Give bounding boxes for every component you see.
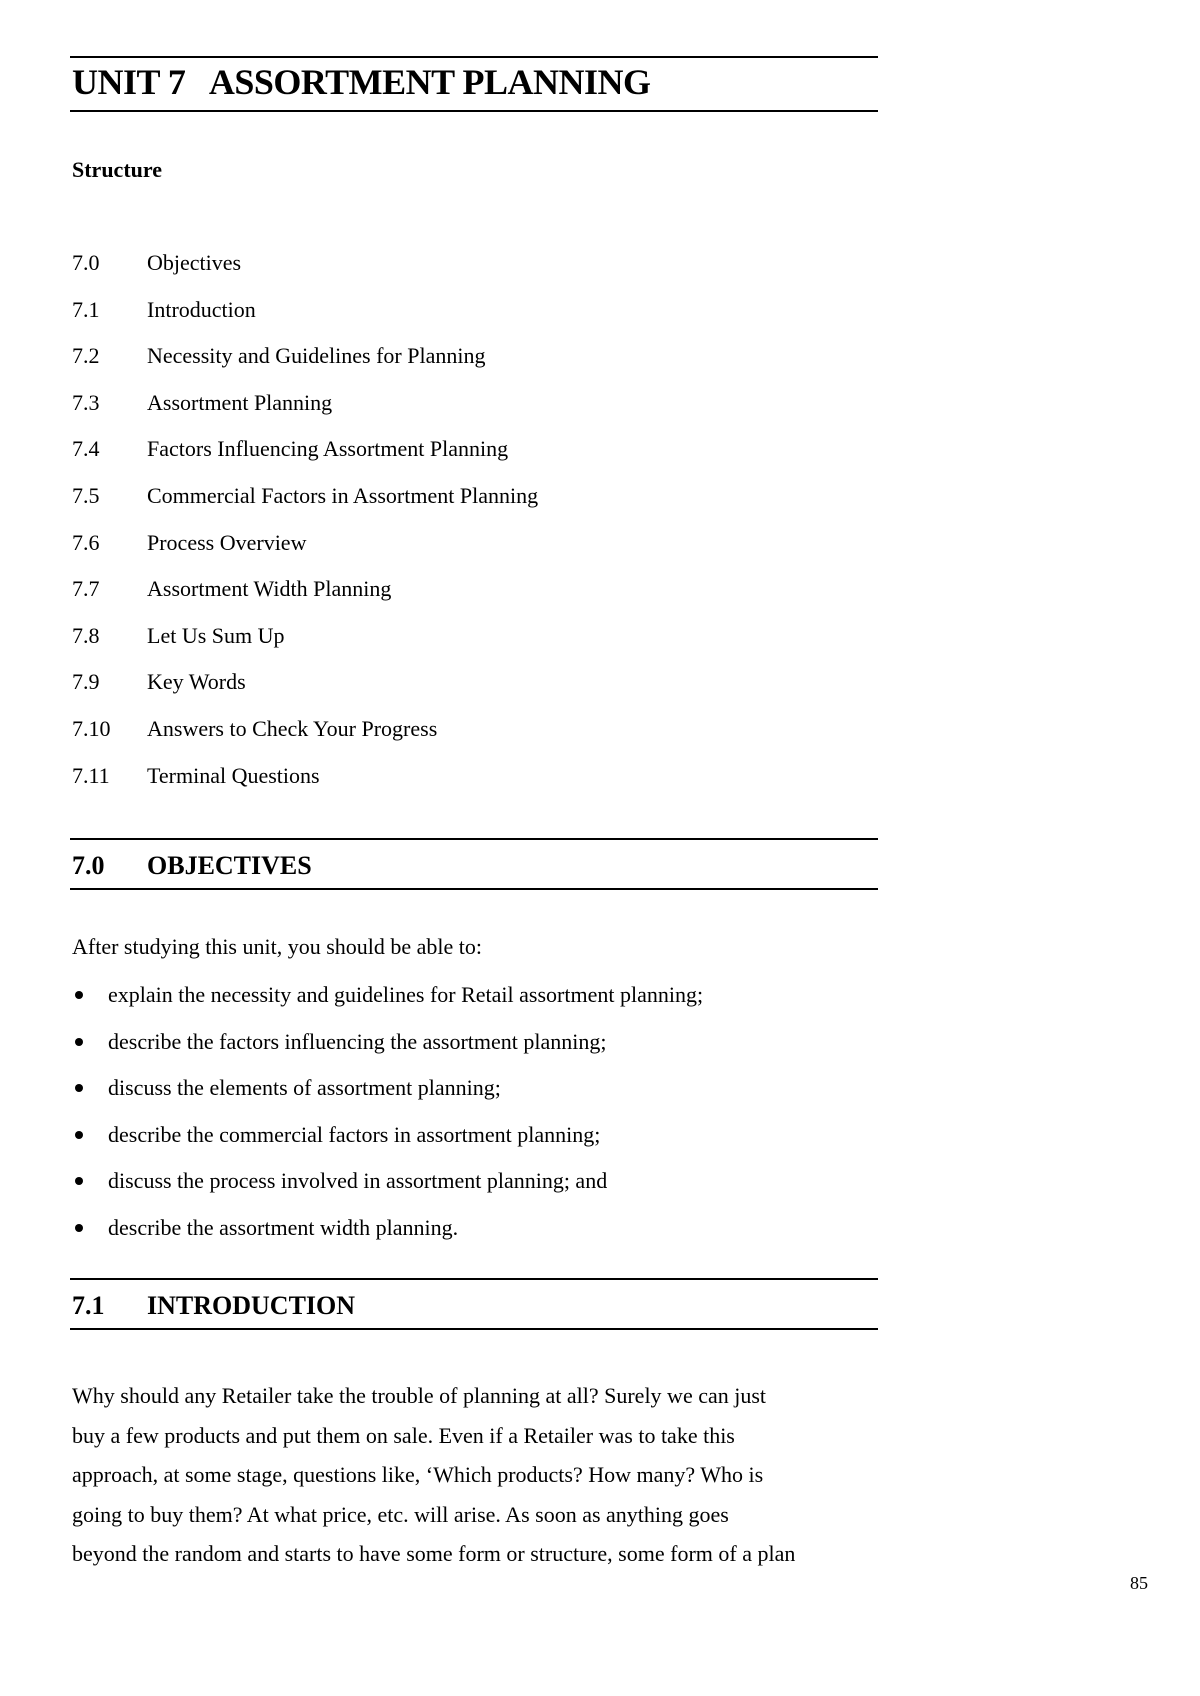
- objectives-top-rule: [70, 838, 878, 840]
- objectives-list: [72, 980, 703, 1260]
- bullet-icon: [72, 1073, 108, 1103]
- bullet-icon: [72, 980, 108, 1010]
- structure-item-title: Answers to Check Your Progress: [147, 715, 438, 741]
- structure-item-number: 7.0: [72, 250, 100, 275]
- structure-item-number: 7.6: [72, 529, 100, 555]
- paragraph-line: Why should any Retailer take the trouble of planning at all? Surely we can just: [72, 1383, 767, 1408]
- structure-item-number: 7.5: [72, 482, 100, 508]
- structure-item-number: 7.10: [72, 715, 111, 741]
- structure-item: [72, 388, 538, 435]
- structure-item-title: Commercial Factors in Assortment Planning: [147, 482, 539, 508]
- objective-item: [72, 1120, 703, 1167]
- paragraph-line: buy a few products and put them on sale. Even if a Retailer was to take this: [72, 1422, 735, 1448]
- structure-list: [72, 248, 538, 807]
- structure-item-number: 7.2: [72, 343, 100, 369]
- structure-item-title: Key Words: [147, 669, 246, 695]
- structure-item-number: 7.1: [72, 296, 100, 322]
- structure-item: [72, 574, 538, 621]
- structure-item-title: Terminal Questions: [147, 762, 320, 788]
- objectives-heading-title: OBJECTIVES: [147, 851, 312, 880]
- introduction-heading: [72, 1290, 355, 1322]
- introduction-heading-title: INTRODUCTION: [147, 1291, 356, 1320]
- paragraph-line: approach, at some stage, questions like, ‘Which products? How many? Who is: [72, 1462, 764, 1488]
- top-rule: [70, 56, 878, 58]
- structure-item-number: 7.4: [72, 436, 100, 462]
- paragraph-line: beyond the random and starts to have some form or structure, some form of a plan: [72, 1541, 796, 1567]
- objective-text: describe the factors influencing the assortment planning;: [108, 1028, 607, 1054]
- structure-item: [72, 434, 538, 481]
- objective-item: [72, 1213, 703, 1260]
- introduction-bottom-rule: [70, 1328, 878, 1330]
- introduction-heading-number: 7.1: [72, 1291, 105, 1320]
- bullet-icon: [72, 1027, 108, 1057]
- structure-item: [72, 341, 538, 388]
- structure-item: [72, 667, 538, 714]
- unit-title-underline: [70, 110, 878, 112]
- objective-text: discuss the process involved in assortment planning; and: [108, 1168, 608, 1194]
- structure-item: [72, 248, 538, 295]
- objective-text: describe the commercial factors in assortment planning;: [108, 1121, 601, 1147]
- structure-item: [72, 528, 538, 575]
- structure-item-title: Let Us Sum Up: [147, 622, 285, 648]
- objective-item: [72, 1073, 703, 1120]
- objective-item: [72, 1166, 703, 1213]
- structure-item-title: Objectives: [147, 250, 242, 275]
- objective-text: discuss the elements of assortment planning;: [108, 1075, 501, 1101]
- objective-text: describe the assortment width planning.: [108, 1214, 459, 1240]
- structure-item-number: 7.7: [72, 576, 100, 602]
- structure-item: [72, 761, 538, 808]
- structure-item-number: 7.8: [72, 622, 100, 648]
- bullet-icon: [72, 1166, 108, 1196]
- structure-item: [72, 295, 538, 342]
- structure-item-title: Introduction: [147, 296, 256, 322]
- structure-item: [72, 714, 538, 761]
- paragraph-line: going to buy them? At what price, etc. will arise. As soon as anything goes: [72, 1501, 729, 1527]
- structure-item-number: 7.9: [72, 669, 100, 695]
- objectives-heading: [72, 850, 312, 882]
- structure-item-title: Necessity and Guidelines for Planning: [147, 343, 486, 369]
- objectives-intro: After studying this unit, you should be able to:: [72, 934, 483, 959]
- objectives-heading-number: 7.0: [72, 851, 105, 880]
- objective-text: explain the necessity and guidelines for Retail assortment planning;: [108, 982, 704, 1007]
- structure-item-title: Assortment Width Planning: [147, 576, 392, 602]
- page-number: 85: [1130, 1573, 1148, 1593]
- structure-item-title: Process Overview: [147, 529, 307, 555]
- bullet-icon: [72, 1213, 108, 1243]
- structure-item: [72, 481, 538, 528]
- structure-label: Structure: [72, 157, 163, 182]
- bullet-icon: [72, 1120, 108, 1150]
- structure-item-title: Factors Influencing Assortment Planning: [147, 436, 509, 462]
- unit-title: UNIT 7 ASSORTMENT PLANNING: [72, 62, 651, 102]
- structure-item: [72, 621, 538, 668]
- structure-item-number: 7.3: [72, 389, 100, 415]
- introduction-top-rule: [70, 1278, 878, 1280]
- structure-item-title: Assortment Planning: [147, 389, 333, 415]
- objectives-bottom-rule: [70, 888, 878, 890]
- objective-item: [72, 980, 703, 1027]
- objective-item: [72, 1027, 703, 1074]
- introduction-paragraph: [72, 1376, 892, 1574]
- structure-item-number: 7.11: [72, 762, 110, 788]
